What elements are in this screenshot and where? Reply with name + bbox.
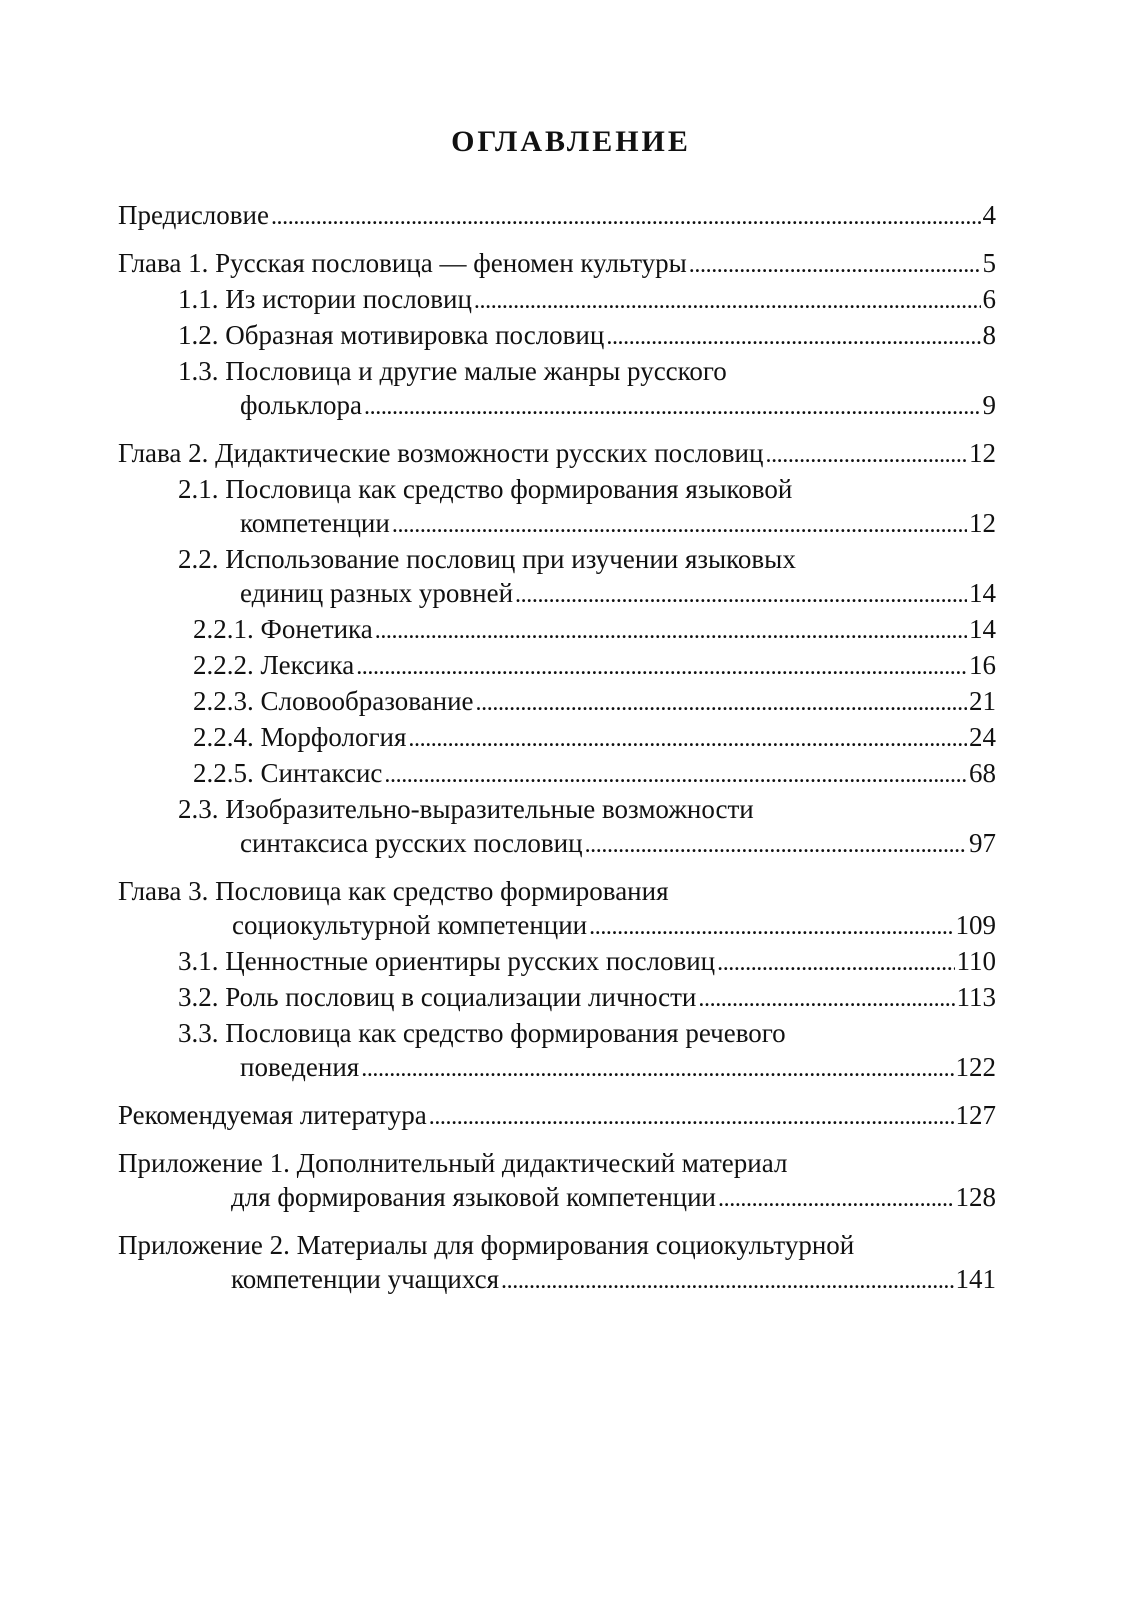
toc-page-number: 68 bbox=[969, 758, 996, 788]
toc-page-number: 12 bbox=[969, 438, 996, 468]
toc-entry-2-2[interactable] bbox=[0, 542, 1142, 612]
toc-page-number: 141 bbox=[955, 1264, 996, 1294]
toc-entry-title: 2.3. Изобразительно-выразительные возможности bbox=[178, 794, 754, 824]
toc-page-number: 5 bbox=[982, 248, 996, 278]
leader-dots bbox=[392, 506, 967, 542]
toc-entry-3-1[interactable] bbox=[0, 944, 1142, 980]
leader-dots bbox=[589, 908, 953, 944]
toc-entry-title: 2.2. Использование пословиц при изучении языковых bbox=[178, 544, 796, 574]
toc-entry-title: Предисловие bbox=[118, 200, 269, 230]
toc-entry-3-3[interactable] bbox=[0, 1016, 1142, 1086]
toc-page-number: 8 bbox=[982, 320, 996, 350]
toc-entry-title: 3.2. Роль пословиц в социализации личности bbox=[178, 982, 697, 1012]
page-title: ОГЛАВЛЕНИЕ bbox=[451, 125, 691, 158]
toc-entry-title-continued: поведения bbox=[240, 1052, 360, 1082]
toc-entry-title-continued: для формирования языковой компетенции bbox=[231, 1182, 717, 1212]
toc-entry-1-2[interactable] bbox=[0, 318, 1142, 354]
leader-dots bbox=[364, 388, 980, 424]
toc-page-number: 12 bbox=[969, 508, 996, 538]
toc-page-number: 4 bbox=[982, 200, 996, 230]
toc-entry-title: 2.2.3. Словообразование bbox=[193, 686, 474, 716]
leader-dots bbox=[717, 944, 954, 980]
toc-entry-literature[interactable] bbox=[0, 1098, 1142, 1134]
toc-page-number: 16 bbox=[969, 650, 996, 680]
toc-entry-title: 3.3. Пословица как средство формирования речевого bbox=[178, 1018, 786, 1048]
toc-entry-2-3[interactable] bbox=[0, 792, 1142, 862]
leader-dots bbox=[408, 720, 967, 756]
leader-dots bbox=[361, 1050, 953, 1086]
leader-dots bbox=[698, 980, 954, 1016]
toc-entry-title: 2.2.2. Лексика bbox=[193, 650, 355, 680]
toc-entry-title: 1.1. Из истории пословиц bbox=[178, 284, 472, 314]
toc-entry-chapter-1[interactable] bbox=[0, 246, 1142, 282]
toc-entry-title: Глава 3. Пословица как средство формирования bbox=[118, 876, 669, 906]
leader-dots bbox=[585, 826, 967, 862]
toc-entry-title: 2.2.4. Морфология bbox=[193, 722, 407, 752]
toc-entry-2-2-4[interactable] bbox=[0, 720, 1142, 756]
toc-entry-2-2-3[interactable] bbox=[0, 684, 1142, 720]
toc-entry-2-2-2[interactable] bbox=[0, 648, 1142, 684]
toc-entry-title: Приложение 2. Материалы для формирования социокультурной bbox=[118, 1230, 855, 1260]
toc-entry-title: 3.1. Ценностные ориентиры русских пословиц bbox=[178, 946, 716, 976]
toc-entry-title: Глава 1. Русская пословица — феномен культуры bbox=[118, 248, 687, 278]
leader-dots bbox=[606, 318, 980, 354]
toc-page-number: 110 bbox=[956, 946, 996, 976]
toc-page-number: 9 bbox=[982, 390, 996, 420]
toc-page-number: 14 bbox=[969, 578, 996, 608]
toc-entry-2-2-1[interactable] bbox=[0, 612, 1142, 648]
toc-page-number: 97 bbox=[969, 828, 996, 858]
toc-page-number: 14 bbox=[969, 614, 996, 644]
leader-dots bbox=[384, 756, 967, 792]
toc-page-number: 128 bbox=[955, 1182, 996, 1212]
toc-entry-title-continued: фольклора bbox=[240, 390, 363, 420]
leader-dots bbox=[271, 198, 981, 234]
leader-dots bbox=[375, 612, 967, 648]
toc-entry-2-2-5[interactable] bbox=[0, 756, 1142, 792]
toc-entry-title: Приложение 1. Дополнительный дидактический материал bbox=[118, 1148, 788, 1178]
toc-entry-title-continued: социокультурной компетенции bbox=[232, 910, 588, 940]
toc-page-number: 122 bbox=[955, 1052, 996, 1082]
leader-dots bbox=[476, 684, 967, 720]
table-of-contents bbox=[0, 198, 1142, 1298]
toc-entry-title-continued: единиц разных уровней bbox=[240, 578, 514, 608]
toc-entry-title: 2.1. Пословица как средство формирования языковой bbox=[178, 474, 793, 504]
toc-entry-title-continued: синтаксиса русских пословиц bbox=[240, 828, 583, 858]
leader-dots bbox=[765, 436, 967, 472]
leader-dots bbox=[356, 648, 967, 684]
leader-dots bbox=[718, 1180, 953, 1216]
toc-entry-title: 2.2.1. Фонетика bbox=[193, 614, 373, 644]
toc-page-number: 127 bbox=[955, 1100, 996, 1130]
toc-entry-1-3[interactable] bbox=[0, 354, 1142, 424]
leader-dots bbox=[515, 576, 967, 612]
toc-page-number: 113 bbox=[956, 982, 996, 1012]
toc-entry-1-1[interactable] bbox=[0, 282, 1142, 318]
toc-entry-appendix-2[interactable] bbox=[0, 1228, 1142, 1298]
toc-entry-title: Рекомендуемая литература bbox=[118, 1100, 427, 1130]
toc-page-number: 21 bbox=[969, 686, 996, 716]
toc-entry-title: 1.2. Образная мотивировка пословиц bbox=[178, 320, 605, 350]
toc-entry-title-continued: компетенции bbox=[240, 508, 390, 538]
leader-dots bbox=[429, 1098, 954, 1134]
toc-entry-title: Глава 2. Дидактические возможности русских пословиц bbox=[118, 438, 764, 468]
toc-page-number: 6 bbox=[982, 284, 996, 314]
toc-entry-3-2[interactable] bbox=[0, 980, 1142, 1016]
leader-dots bbox=[501, 1262, 953, 1298]
toc-entry-title-continued: компетенции учащихся bbox=[231, 1264, 500, 1294]
toc-entry-preface[interactable] bbox=[0, 198, 1142, 234]
toc-entry-chapter-3[interactable] bbox=[0, 874, 1142, 944]
toc-entry-appendix-1[interactable] bbox=[0, 1146, 1142, 1216]
leader-dots bbox=[474, 282, 981, 318]
toc-entry-2-1[interactable] bbox=[0, 472, 1142, 542]
leader-dots bbox=[689, 246, 981, 282]
toc-page-number: 24 bbox=[969, 722, 996, 752]
toc-page-number: 109 bbox=[955, 910, 996, 940]
toc-entry-chapter-2[interactable] bbox=[0, 436, 1142, 472]
toc-entry-title: 1.3. Пословица и другие малые жанры русского bbox=[178, 356, 727, 386]
toc-entry-title: 2.2.5. Синтаксис bbox=[193, 758, 383, 788]
